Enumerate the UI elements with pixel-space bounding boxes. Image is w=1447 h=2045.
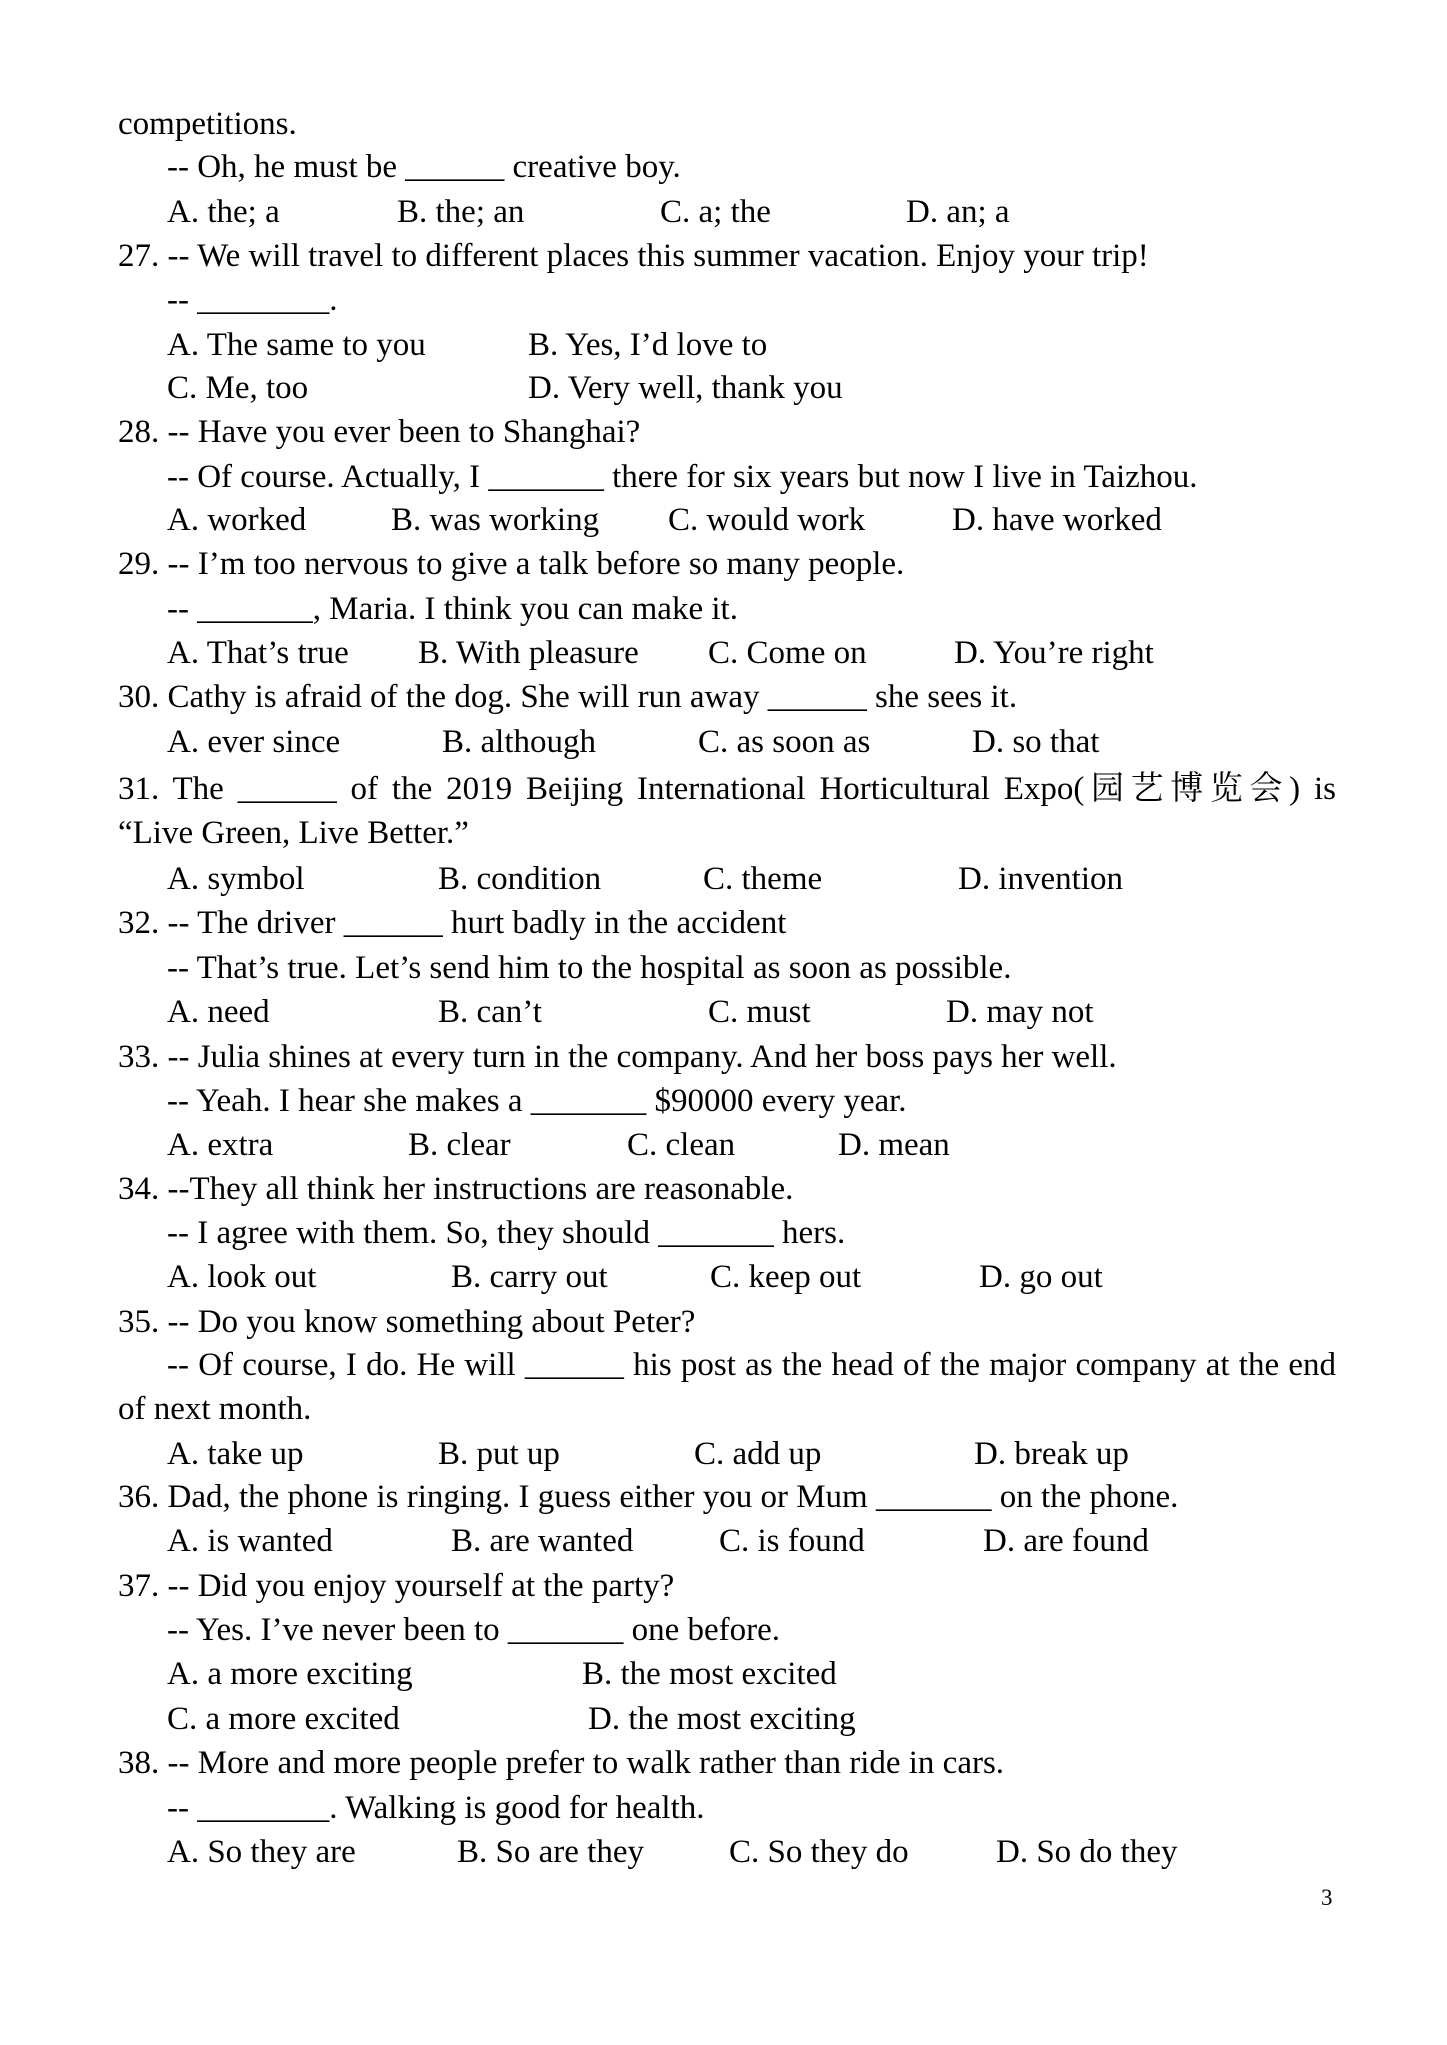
option-d: D. break up xyxy=(974,1436,1129,1472)
option-c: C. theme xyxy=(703,861,823,897)
options-row xyxy=(0,857,1447,901)
options-row xyxy=(0,720,1447,764)
option-a: A. ever since xyxy=(167,724,341,760)
option-d: D. Very well, thank you xyxy=(528,370,843,406)
option-b: B. So are they xyxy=(457,1834,644,1870)
question-stem: 30. Cathy is afraid of the dog. She will run away ______ she sees it. xyxy=(118,679,1018,715)
question-stem-continued: competitions. xyxy=(118,106,297,142)
option-b: B. the most excited xyxy=(582,1656,837,1692)
option-b: B. put up xyxy=(438,1436,560,1472)
question-stem: 37. -- Did you enjoy yourself at the party? xyxy=(118,1568,675,1604)
option-a: A. worked xyxy=(167,502,307,538)
options-row xyxy=(0,323,1447,367)
option-a: A. extra xyxy=(167,1127,274,1163)
options-row xyxy=(0,366,1447,410)
dialogue-reply: -- ________. Walking is good for health. xyxy=(167,1790,705,1826)
dialogue-reply: -- _______, Maria. I think you can make it. xyxy=(167,591,738,627)
dialogue-reply: -- ________. xyxy=(167,282,338,318)
option-a: A. the; a xyxy=(167,194,280,230)
question-stem: 32. -- The driver ______ hurt badly in the accident xyxy=(118,905,787,941)
option-a: A. That’s true xyxy=(167,635,349,671)
option-c: C. Me, too xyxy=(167,370,309,406)
options-row xyxy=(0,190,1447,234)
option-a: A. So they are xyxy=(167,1834,356,1870)
dialogue-reply: -- That’s true. Let’s send him to the hospital as soon as possible. xyxy=(167,950,1012,986)
option-a: A. a more exciting xyxy=(167,1656,413,1692)
option-d: D. mean xyxy=(838,1127,950,1163)
options-row xyxy=(0,498,1447,542)
options-row xyxy=(0,1830,1447,1874)
option-d: D. the most exciting xyxy=(588,1701,856,1737)
option-c: C. a more excited xyxy=(167,1701,400,1737)
option-b: B. are wanted xyxy=(451,1523,634,1559)
question-stem: 35. -- Do you know something about Peter? xyxy=(118,1304,696,1340)
option-b: B. Yes, I’d love to xyxy=(528,327,768,363)
options-row xyxy=(0,1697,1447,1741)
option-c: C. So they do xyxy=(729,1834,909,1870)
page-number: 3 xyxy=(1321,1885,1333,1910)
option-b: B. although xyxy=(442,724,596,760)
option-c: C. as soon as xyxy=(698,724,871,760)
dialogue-reply: -- Of course, I do. He will ______ his post as the head of the major company at the end xyxy=(167,1347,1336,1383)
question-stem: 34. --They all think her instructions are reasonable. xyxy=(118,1171,794,1207)
option-c: C. keep out xyxy=(710,1259,862,1295)
option-a: A. The same to you xyxy=(167,327,426,363)
option-b: B. the; an xyxy=(397,194,525,230)
option-b: B. was working xyxy=(391,502,600,538)
options-row xyxy=(0,631,1447,675)
options-row xyxy=(0,1519,1447,1563)
dialogue-reply: -- Yes. I’ve never been to _______ one before. xyxy=(167,1612,781,1648)
option-b: B. condition xyxy=(438,861,602,897)
question-stem: 36. Dad, the phone is ringing. I guess either you or Mum _______ on the phone. xyxy=(118,1479,1179,1515)
option-d: D. are found xyxy=(983,1523,1149,1559)
question-stem-continued: “Live Green, Live Better.” xyxy=(118,815,469,851)
question-stem: 33. -- Julia shines at every turn in the company. And her boss pays her well. xyxy=(118,1039,1117,1075)
options-row xyxy=(0,1652,1447,1696)
dialogue-reply: -- Oh, he must be ______ creative boy. xyxy=(167,149,681,185)
dialogue-reply: -- I agree with them. So, they should _______ hers. xyxy=(167,1215,846,1251)
option-c: C. Come on xyxy=(708,635,867,671)
option-d: D. invention xyxy=(958,861,1123,897)
question-stem: 31. The ______ of the 2019 Beijing International Horticultural Expo(园艺博览会) is xyxy=(118,771,1336,807)
option-d: D. have worked xyxy=(952,502,1162,538)
dialogue-reply: -- Yeah. I hear she makes a _______ $90000 every year. xyxy=(167,1083,907,1119)
options-row xyxy=(0,1255,1447,1299)
option-a: A. is wanted xyxy=(167,1523,333,1559)
option-a: A. take up xyxy=(167,1436,304,1472)
option-c: C. add up xyxy=(694,1436,822,1472)
option-d: D. may not xyxy=(946,994,1094,1030)
option-c: C. clean xyxy=(627,1127,736,1163)
question-stem: 27. -- We will travel to different places this summer vacation. Enjoy your trip! xyxy=(118,238,1149,274)
option-a: A. need xyxy=(167,994,270,1030)
question-stem: 38. -- More and more people prefer to walk rather than ride in cars. xyxy=(118,1745,1005,1781)
option-c: C. must xyxy=(708,994,811,1030)
option-c: C. would work xyxy=(668,502,866,538)
options-row xyxy=(0,1432,1447,1476)
option-c: C. is found xyxy=(719,1523,865,1559)
option-d: D. an; a xyxy=(906,194,1010,230)
dialogue-reply: -- Of course. Actually, I _______ there for six years but now I live in Taizhou. xyxy=(167,459,1198,495)
option-b: B. clear xyxy=(408,1127,511,1163)
option-a: A. symbol xyxy=(167,861,305,897)
option-a: A. look out xyxy=(167,1259,317,1295)
option-c: C. a; the xyxy=(660,194,771,230)
options-row xyxy=(0,1123,1447,1167)
question-stem: 29. -- I’m too nervous to give a talk before so many people. xyxy=(118,546,905,582)
option-b: B. With pleasure xyxy=(418,635,639,671)
option-d: D. so that xyxy=(972,724,1100,760)
option-b: B. can’t xyxy=(438,994,542,1030)
option-b: B. carry out xyxy=(451,1259,608,1295)
options-row xyxy=(0,990,1447,1034)
option-d: D. You’re right xyxy=(954,635,1154,671)
question-stem: 28. -- Have you ever been to Shanghai? xyxy=(118,414,641,450)
option-d: D. go out xyxy=(979,1259,1103,1295)
dialogue-reply-continued: of next month. xyxy=(118,1391,312,1427)
option-d: D. So do they xyxy=(996,1834,1178,1870)
